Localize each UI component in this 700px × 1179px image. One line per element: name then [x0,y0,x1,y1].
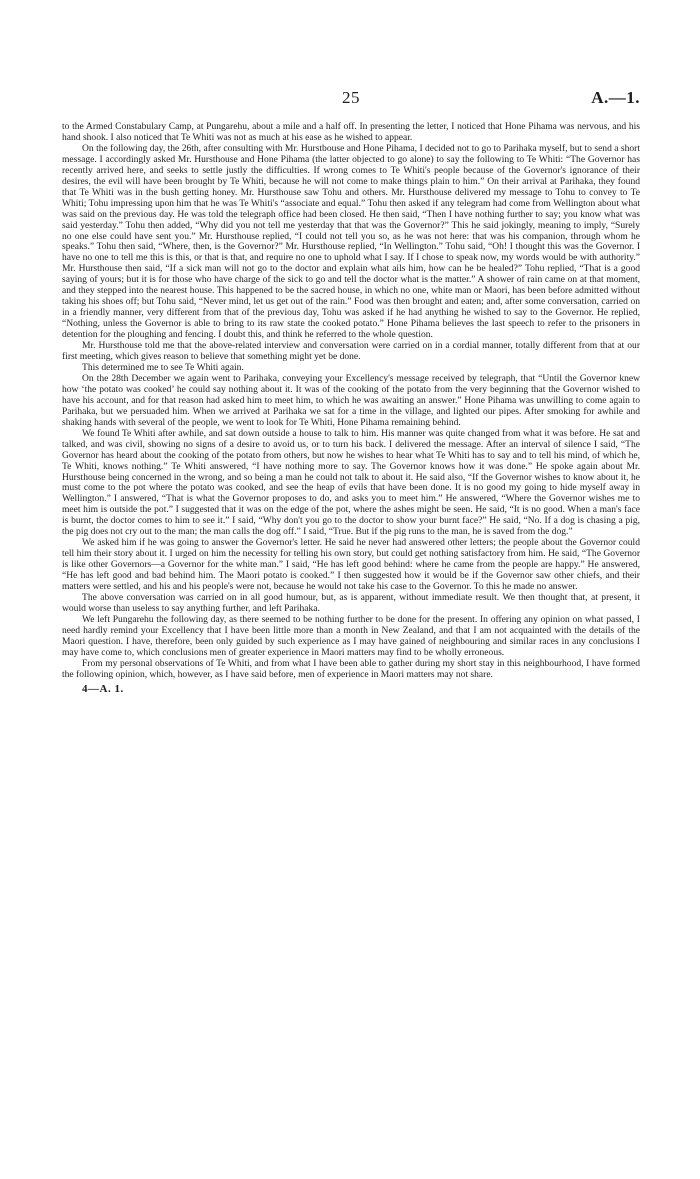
paragraph: We left Pungarehu the following day, as there seemed to be nothing further to be done for the present. In offering any opinion on what passed, I need hardly remind your Excellency that I have been little more than a month in New Zealand, and that I am not acquainted with the details of the Maori question. I have, therefore, been only guided by such experience as I may have gained of neighbouring and similar races in any conclusions I may have come to, which conclusions men of greater experience in Maori matters may find to be wholly erroneous. [62,613,640,658]
paragraph: This determined me to see Te Whiti again. [82,361,244,373]
paragraph: On the 28th December we again went to Parihaka, conveying your Excellency's message received by telegraph, that “Until the Governor knew how ‘the potato was cooked’ he could say nothing about it. It was of the cooking of the potato from the very beginning that the Governor wished to have his account, and for that reason had asked him to meet him, to which he was awaiting an answer.” Hone Pihama was unwilling to come again to Parihaka, but we persuaded him. When we arrived at Parihaka we sat for a time in the village, and lighted our pipes. After smoking for awhile and shaking hands with several of the people, we went to look for Te Whiti, Hone Pihama remaining behind. [62,372,640,428]
paragraph: to the Armed Constabulary Camp, at Pungarehu, about a mile and a half off. In presenting the letter, I noticed that Hone Pihama was nervous, and his hand shook. I also noticed that Te Whiti was not as much at his ease as he wished to appear. [62,121,640,143]
page-number: 25 [342,88,360,107]
page-header [62,88,640,122]
paragraph: The above conversation was carried on in all good humour, but, as is apparent, without immediate result. We then thought that, at present, it would worse than useless to say anything further, and left Parihaka. [62,591,640,614]
paragraph: We found Te Whiti after awhile, and sat down outside a house to talk to him. His manner was quite changed from what it was before. He sat and talked, and was civil, showing no signs of a desire to avoid us, or to turn his back. I delivered the message. After an interval of silence I said, “The Governor has heard about the cooking of the potato from others, but now he wishes to hear what Te Whiti has to say and to tell his mind, of which he, Te Whiti, knows nothing.” Te Whiti answered, “I have nothing more to say. The Governor knows how it was done.” He spoke again about Mr. Hursthouse being concerned in the wrong, and so being a man he could not talk to about it. He said also, “If the Governor wishes to know about it, he must come to the pot where the potato was cooked, and see the heap of evils that have been done. It is no good my going to hide myself away in Wellington.” I answered, “That is what the Governor proposes to do, and asks you to meet him.” He answered, “Where the Governor wishes me to meet him is outside the pot.” I suggested that it was on the edge of the pot, where the ashes might be seen. He said, “It is no good. When a man's face is burnt, the doctor comes to him to see it.” I said, “Why don't you go to the doctor to show your burnt face?” He said, “No. If a dog is chasing a pig, the pig does not cry out to the man; the man calls the dog off.” I said, “True. But if the pig runs to the man, he is saved from the dog.” [62,427,640,538]
paragraph: Mr. Hursthouse told me that the above-related interview and conversation were carried on in a cordial manner, totally different from that at our first meeting, which gives reason to believe that something might yet be done. [62,340,640,363]
paragraph: On the following day, the 26th, after consulting with Mr. Hurstbouse and Hone Pihama, I decided not to go to Parihaka myself, but to send a short message. I accordingly asked Mr. Hursthouse and Hone Pihama (the latter objected to go alone) to say the following to Te Whiti: “The Governor has recently arrived here, and seeks to settle justly the difficulties. If wrong comes to Te Whiti's people because of the Governor's ignorance of their desires, the evil will have been brought by Te Whiti, because he will not come to make things plain to him.” On their arrival at Parihaka, they found that Te Whiti was in the bush getting honey. Mr. Hursthouse saw Tohu and others. Mr. Hursthouse delivered my message to Tohu to convey to Te Whiti; Tohu impressing upon him that he was Te Whiti's “associate and equal.” Tohu then asked if any telegram had come from Wellington about what was said on the previous day. He was told the telegraph office had been closed. He then said, “Then I have nothing further to say; you know what was said yesterday.” Tohu then added, “Why did you not tell me yesterday that that was the Governor?” This he said jokingly, meaning to imply, “Surely no one else could have sent you.” Mr. Hursthouse replied, “I could not tell you so, as he was not here: that was his companion, through whom he speaks.” Tohu then said, “Where, then, is the Governor?” Mr. Hursthouse replied, “In Wellington.” Tohu said, “Oh! I thought this was the Governor. I have no one to tell me this is this, or that is that, and require no one to uphold what I say. If I chose to speak now, my words would be with authority.” Mr. Hursthouse then said, “If a sick man will not go to the doctor and explain what ails him, how can he be healed?” Tohu replied, “That is a good saying of yours; but it is for those who have charge of the sick to go and tell the doctor what is the matter.” A shower of rain came on at that moment, and they stepped into the nearest house. This happened to be the sacred house, in which no one, white man or Maori, has been before admitted without taking his shoes off; but Tohu said, “Never mind, let us get out of the rain.” Food was then brought and eaten; and, after some conversation, carried on in a friendly manner, very different from that of the previous day, Tohu was asked if he had anything he wished to say to the Governor. He replied, “Nothing, unless the Governor is able to bring to its raw state the cooked potato.” Hone Pihama believes the last speech to refer to the prisoners in detention for the ploughing and fencing. I doubt this, and think he referred to the whole question. [62,142,640,341]
body-text [62,122,640,681]
paragraph: We asked him if he was going to answer the Governor's letter. He said he never had answered other letters; the people about the Governor could tell him their story about it. I urged on him the necessity for telling his own story, but could get nothing satisfactory from him. He said, “The Governor is like other Governors—a Governor for the white man.” I said, “He has left good behind: where he came from the people are happy.” He answered, “He has left good and bad behind him. The Maori potato is cooked.” I then suggested how it would be if the Governor saw other chiefs, and their matters were settled, and his and his people's were not, because he would not take his case to the Governor. To this he made no answer. [62,537,640,593]
document-reference: A.—1. [591,88,640,107]
signature-mark: 4—A. 1. [82,682,124,695]
document-page [62,88,640,695]
paragraph: From my personal observations of Te Whiti, and from what I have been able to gather during my short stay in this neighbourhood, I have formed the following opinion, which, however, as I have said before, men of experience in Maori matters may not share. [62,657,640,680]
